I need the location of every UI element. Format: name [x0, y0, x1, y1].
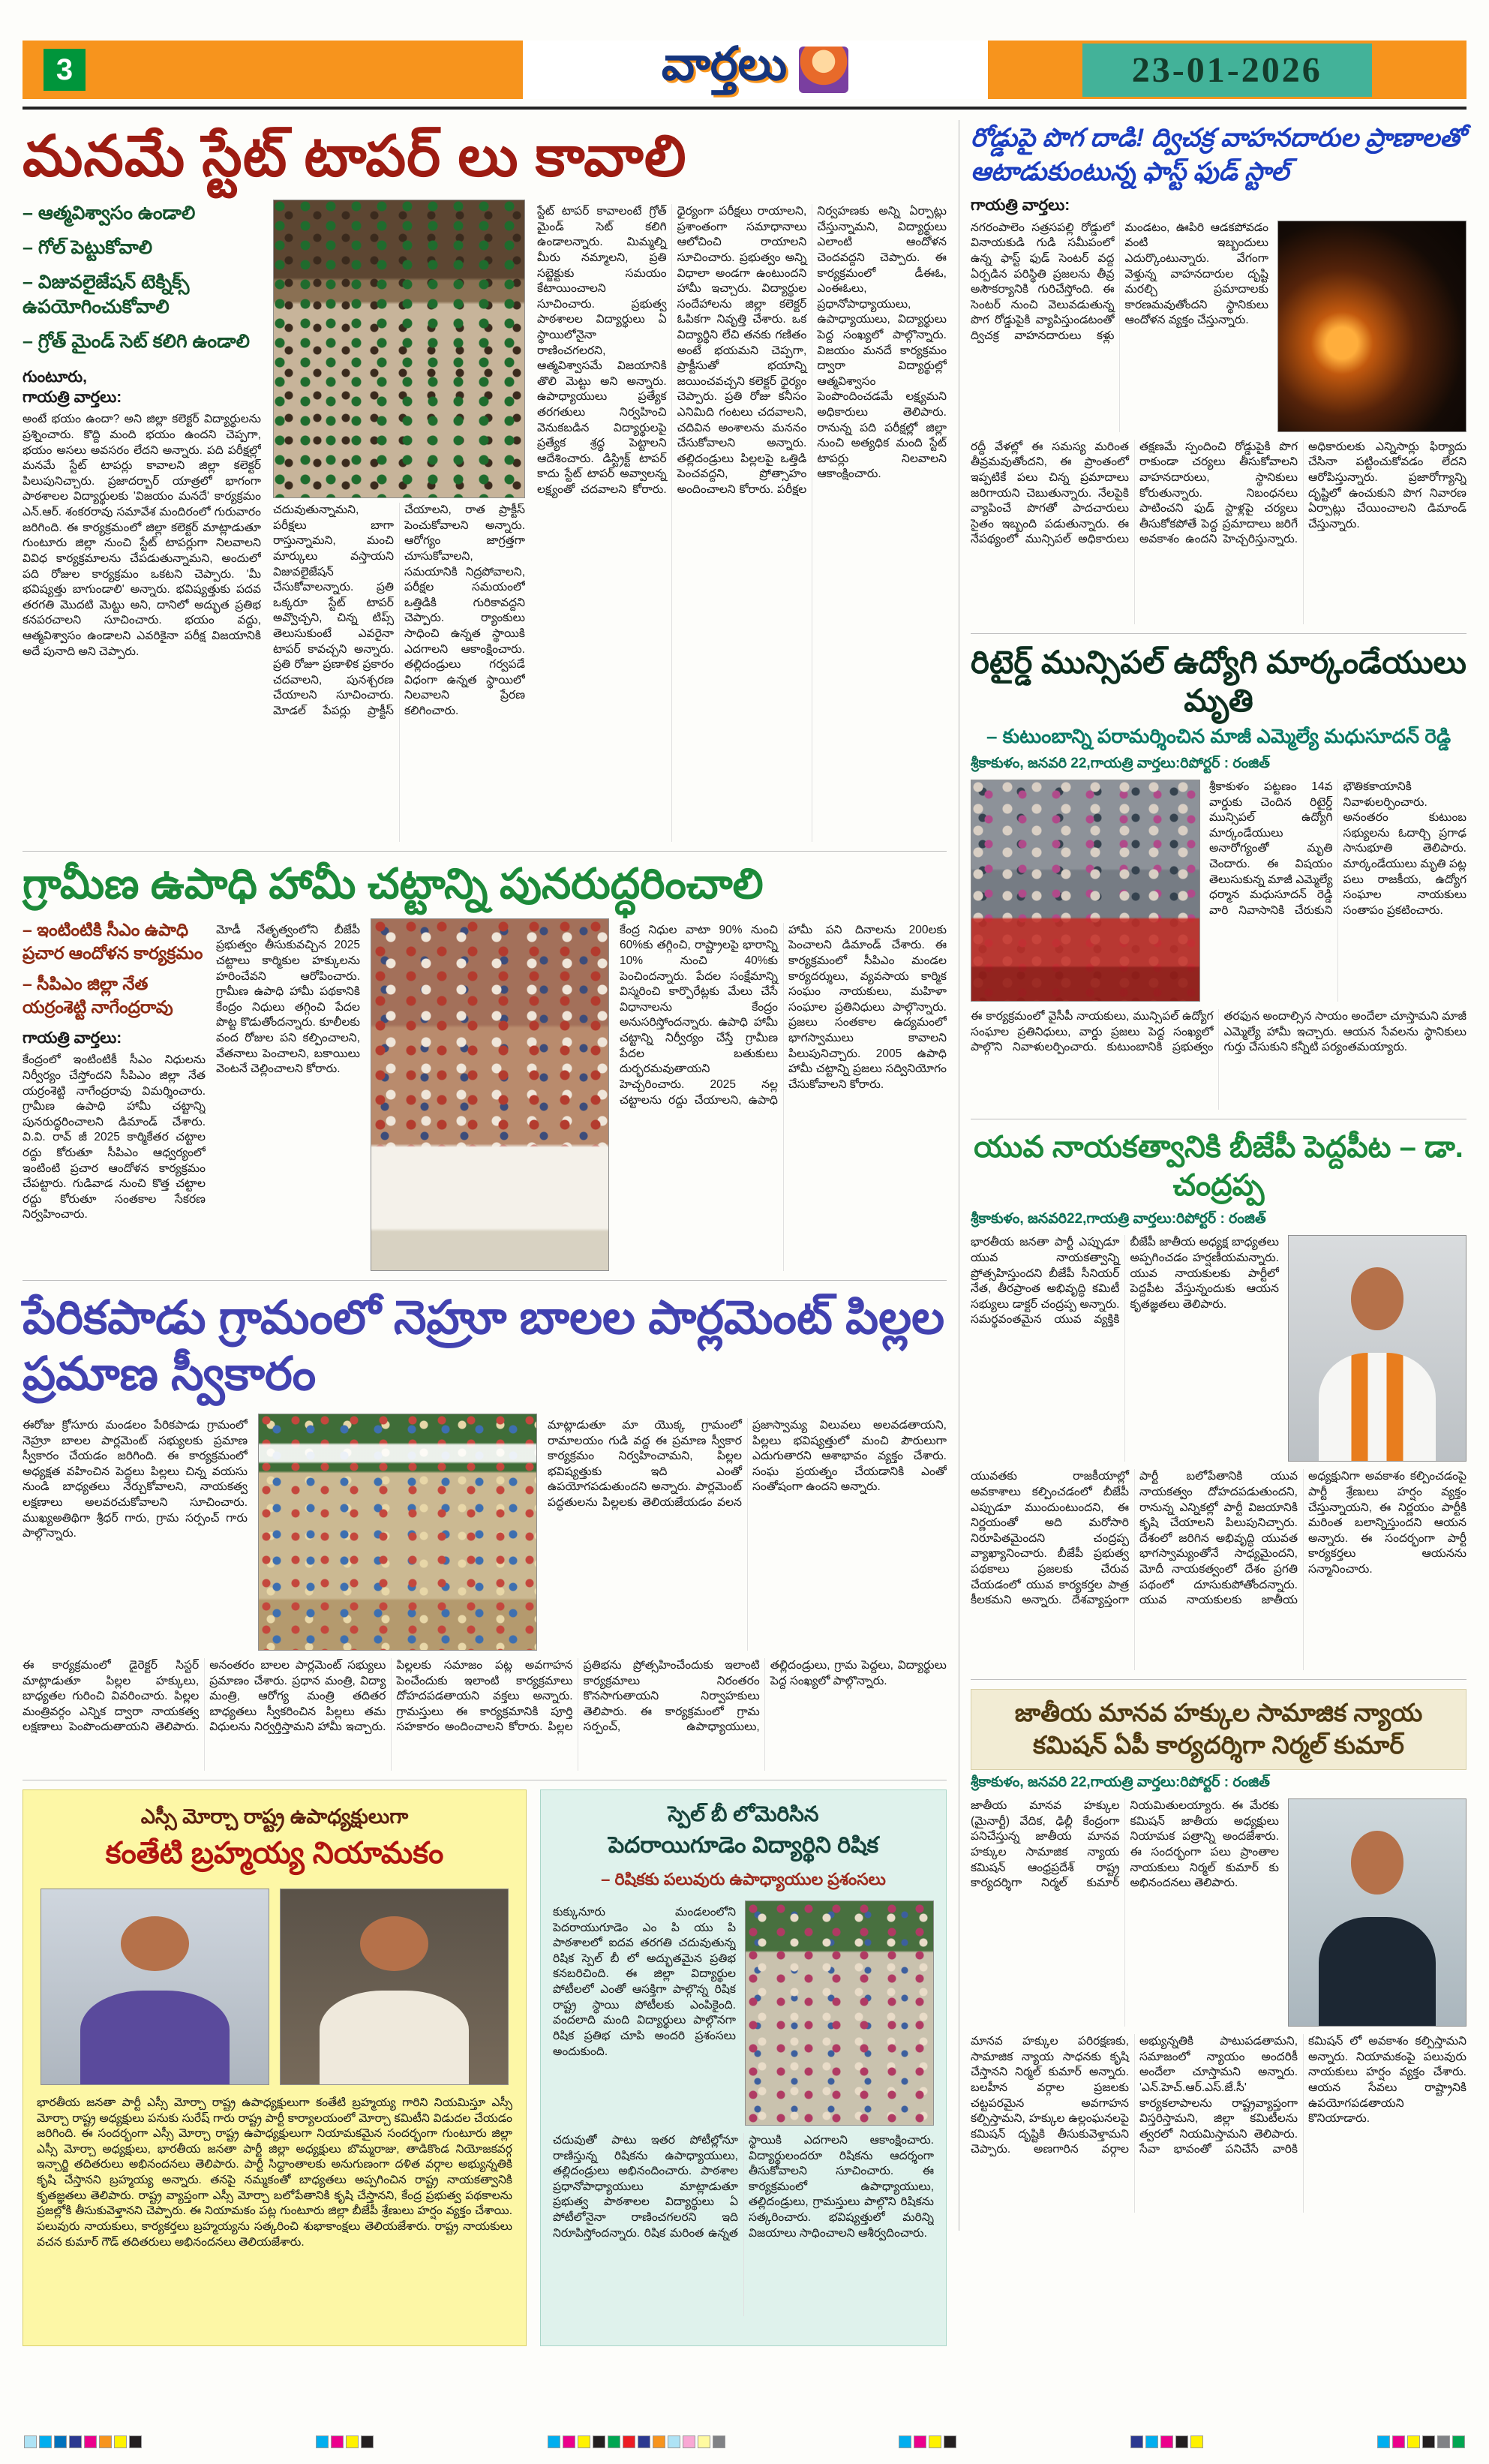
upadhi-left-column [23, 918, 206, 1271]
chandrappa-portrait-photo [1288, 1235, 1466, 1462]
funeral-gathering-photo [971, 780, 1200, 1002]
retired-body-bottom: ఈ కార్యక్రమంలో వైసీపీ నాయకులు, మున్సిపల్ ఉద్యోగ సంఘాల ప్రతినిధులు, వార్డు ప్రజలు పెద్ద సంఖ్యలో పాల్గొని నివాళులర్పించారు. కుటుంబానికి ప్రభుత్వం తరఫున అందాల్సిన సాయం అందేలా చూస్తామని మాజీ ఎమ్మెల్యే హామీ ఇచ్చారు. ఆయన సేవలను స్థానికులు గుర్తు చేసుకుని కన్నీటి పర్యంతమయ్యారు. [971, 1010, 1466, 1054]
color-swatch [54, 2435, 67, 2448]
header-right-strip [988, 41, 1467, 99]
hrc-headline: జాతీయ మానవ హక్కుల సామాజిక న్యాయ కమిషన్ ఏపీ కార్యదర్శిగా నిర్మల్ కుమార్ [1014, 1699, 1423, 1759]
bullet-item: – గోల్ పెట్టుకోవాలి [23, 236, 153, 258]
page-header [23, 38, 1466, 99]
bjp-youth-body-layout [971, 1235, 1466, 1462]
color-swatch [944, 2435, 956, 2448]
spell-bee-body-top: కుక్కునూరు మండలంలోని పెదరాయుగూడెం ఎం పి యు పి పాఠశాలలో ఐదవ తరగతి చదువుతున్న రిషిక స్పెల్ బీ లో అద్భుతమైన ప్రతిభ కనబరిచింది. ఈ జిల్లా విద్యార్థుల పోటీలలో ఎంతో ఆసక్తిగా పాల్గొన్న రిషిక రాష్ట్ర స్థాయి పోటీలకు ఎంపికైంది. వందలాది మంది విద్యార్థులు పాల్గొనగా రిషిక ప్రతిభ చూపి అందరి ప్రశంసలు అందుకుంది. [553, 1906, 736, 2058]
color-swatch [929, 2435, 941, 2448]
topper-byline-agency: గాయత్రి వార్తలు: [23, 389, 122, 407]
article-bjp-youth [971, 1128, 1466, 1680]
bjp-youth-body-top: భారతీయ జనతా పార్టీ ఎప్పుడూ యువ నాయకత్వాన్ని ప్రోత్సహిస్తుందని బీజేపీ సీనియర్ నేత, తీరప్రాంత అభివృద్ధి కమిటీ సభ్యులు డాక్టర్ చంద్రప్ప అన్నారు. సమర్థవంతమైన యువ వ్యక్తికి బీజేపీ జాతీయ అధ్యక్ష బాధ్యతలు అప్పగించడం హర్షణీయమన్నారు. యువ నాయకులకు పార్టీలో పెద్దపీట వేస్తున్నందుకు ఆయన కృతజ్ఞతలు తెలిపారు. [971, 1236, 1279, 1327]
topper-headline: మనమే స్టేట్ టాపర్ లు కావాలి [23, 125, 687, 188]
page-content [23, 120, 1466, 2346]
topper-right-column [537, 200, 947, 842]
spell-bee-subhead: – రిషికకు పలువురు ఉపాధ్యాయుల ప్రశంసలు [601, 1870, 886, 1889]
color-swatch [331, 2435, 344, 2448]
color-swatch [84, 2435, 97, 2448]
topper-body-middle: చదువుతున్నామని, పరీక్షలు బాగా రాస్తున్నామని, మంచి మార్కులు వస్తాయని విజువలైజేషన్ చేసుకోవాలన్నారు. ప్రతి ఒక్కరూ స్టేట్ టాపర్ అవ్వొచ్చని, చిన్న టిప్స్ తెలుసుకుంటే ఎవరైనా టాపర్ కావచ్చని అన్నారు. ప్రతి రోజూ ప్రణాళిక ప్రకారం చదవాలని, పునశ్చరణ చేయాలని సూచించారు. మోడల్ పేపర్లు ప్రాక్టీస్ చేయాలని, రాత ప్రాక్టీస్ పెంచుకోవాలని అన్నారు. ఆరోగ్యం జాగ్రత్తగా చూసుకోవాలని, సమయానికి నిద్రపోవాలని, పరీక్షల సమయంలో ఒత్తిడికి గురికావద్దని చెప్పారు. ర్యాంకులు సాధించి ఉన్నత స్థాయికి ఎదగాలని ఆకాంక్షించారు. తల్లిదండ్రులు గర్వపడే విధంగా ఉన్నత స్థాయిలో నిలవాలని ప్రేరణ కలిగించారు. [273, 503, 525, 717]
topper-middle-column [273, 200, 525, 842]
color-swatch [316, 2435, 329, 2448]
color-bars [24, 2434, 1465, 2449]
color-swatch [114, 2435, 127, 2448]
masthead-logo-graphic [799, 47, 848, 93]
nehru-body-left: ఈరోజు క్రోసూరు మండలం పేరికపాడు గ్రామంలో నెహ్రూ బాలల పార్లమెంట్ సభ్యులకు ప్రమాణ స్వీకారం చేయడం జరిగింది. ఈ కార్యక్రమంలో అధ్యక్షత వహించిన పెద్దలు పిల్లలు చిన్న వయసు నుండి బాధ్యతలు నేర్చుకోవాలని, నాయకత్వ లక్షణాలు అలవరచుకోవాలని సూచించారు. ముఖ్యఅతిథిగా శ్రీధర్ గారు, గ్రామ సర్పంచ్ గారు పాల్గొన్నారు. [23, 1419, 248, 1540]
color-swatch [1190, 2435, 1203, 2448]
color-swatch [1377, 2435, 1390, 2448]
nehru-body-right: మాట్లాడుతూ మా యొక్క గ్రామంలో రామాలయం గుడి వద్ద ఈ ప్రమాణ స్వీకార కార్యక్రమం నిర్వహించామని, పిల్లల భవిష్యత్తుకు ఇది ఎంతో ఉపయోగపడుతుందని అన్నారు. పార్లమెంట్ పద్ధతులను పిల్లలకు తెలియజేయడం వలన ప్రజాస్వామ్య విలువలు అలవడతాయని, పిల్లలు భవిష్యత్తులో మంచి పౌరులుగా ఎదుగుతారని ఆశాభావం వ్యక్తం చేశారు. సంఘ ప్రయత్నం చేయడానికి ఎంతో సంతోషంగా ఉందని అన్నారు. [548, 1419, 947, 1510]
color-swatch [361, 2435, 374, 2448]
topper-bullet-list [23, 201, 261, 355]
spell-bee-body-layout [553, 1901, 934, 2126]
spell-bee-body-bottom: చదువుతో పాటు ఇతర పోటీల్లోనూ రాణిస్తున్న రిషికను ఉపాధ్యాయులు, తల్లిదండ్రులు అభినందించారు. పాఠశాల ప్రధానోపాధ్యాయులు మాట్లాడుతూ ప్రభుత్వ పాఠశాలల విద్యార్థులు ఏ పోటీలోనైనా రాణించగలరని ఇది నిరూపిస్తోందన్నారు. రిషిక మరింత ఉన్నత స్థాయికి ఎదగాలని ఆకాంక్షించారు. విద్యార్థులందరూ రిషికను ఆదర్శంగా తీసుకోవాలని సూచించారు. ఈ కార్యక్రమంలో ఉపాధ్యాయులు, తల్లిదండ్రులు, గ్రామస్తులు పాల్గొని రిషికను సత్కరించారు. భవిష్యత్తులో మరిన్ని విజయాలు సాధించాలని ఆశీర్వదించారు. [553, 2134, 934, 2240]
color-swatch [1145, 2435, 1158, 2448]
issue-date: 23-01-2026 [1082, 44, 1372, 97]
color-swatch [548, 2435, 560, 2448]
upadhi-body-layout [23, 918, 947, 1271]
spell-bee-kicker: స్పెల్ బీ లోమెరిసిన [668, 1802, 819, 1826]
header-divider [23, 107, 1466, 110]
header-left-strip [23, 41, 523, 99]
smoke-headline: రోడ్డుపై పొగ దాడి! ద్విచక్ర వాహనదారుల ప్రాణాలతో ఆటాడుకుంటున్న ఫాస్ట్ ఫుడ్ స్టాల్ [971, 124, 1465, 187]
bjp-youth-headline: యువ నాయకత్వానికి బీజేపీ పెద్దపీట – డా. చంద్రప్ప [974, 1131, 1463, 1203]
sc-morcha-photos [37, 1889, 512, 2085]
color-swatch [608, 2435, 620, 2448]
color-swatch [1160, 2435, 1173, 2448]
smoke-body-layout [971, 221, 1466, 432]
color-swatch [914, 2435, 926, 2448]
color-swatch [683, 2435, 695, 2448]
suresh-portrait-photo [280, 1889, 509, 2085]
topper-byline-city: గుంటూరు, [23, 368, 87, 386]
hrc-dateline: శ్రీకాకుళం, జనవరి 22,గాయత్రి వార్తలు:రిపోర్టర్ : రంజిత్ [971, 1774, 1270, 1791]
color-swatch [578, 2435, 590, 2448]
masthead-title: వార్తలు [661, 38, 788, 90]
children-parliament-photo [258, 1414, 537, 1651]
article-smoke-fastfood [971, 122, 1466, 634]
upadhi-byline: గాయత్రి వార్తలు: [23, 1029, 122, 1047]
article-spell-bee [540, 1789, 947, 2346]
color-bar-group [548, 2435, 725, 2448]
color-swatch [99, 2435, 112, 2448]
nehru-body-layout [23, 1414, 947, 1651]
color-swatch [563, 2435, 575, 2448]
color-swatch [69, 2435, 82, 2448]
color-swatch [1452, 2435, 1465, 2448]
nehru-left-column [23, 1414, 248, 1651]
color-swatch [39, 2435, 52, 2448]
topper-left-column [23, 200, 261, 842]
fastfood-stall-photo [1277, 221, 1466, 432]
smoke-byline: గాయత్రి వార్తలు: [971, 197, 1070, 215]
nehru-headline: పేరికపాడు గ్రామంలో నెహ్రూ బాలల పార్లమెంట్ పిల్లల ప్రమాణ స్వీకారం [23, 1291, 945, 1401]
color-swatch [1422, 2435, 1435, 2448]
main-column [23, 120, 947, 2346]
color-swatch [593, 2435, 605, 2448]
article-sc-morcha [23, 1789, 527, 2346]
sc-morcha-body: భారతీయ జనతా పార్టీ ఎస్సీ మోర్చా రాష్ట్ర ఉపాధ్యక్షులుగా కంతేటి బ్రహ్మయ్య గారిని నియమిస్తూ ఎస్సీ మోర్చా రాష్ట్ర అధ్యక్షులు పనుకు సురేష్ గారు రాష్ట్ర పార్టీ కార్యాలయంలో మోర్చా కమిటీని విడుదల చేయడం జరిగింది. ఈ సందర్భంగా ఎస్సీ మోర్చా రాష్ట్ర ఉపాధ్యక్షులుగా నియామకమైన సందర్భంగా గుంటూరు జిల్లా ఎస్సీ మోర్చా అధ్యక్షులు, భారతీయ జనతా పార్టీ జిల్లా అధ్యక్షులు బొమ్మరాజు, తాడికొండ నియోజకవర్గ ఇన్చార్జి తదితరులు అభినందనలు తెలిపారు. పార్టీ సిద్ధాంతాలకు అనుగుణంగా దళిత వర్గాల అభ్యున్నతికి కృషి చేస్తానని బ్రహ్మయ్య అన్నారు. తనపై నమ్మకంతో బాధ్యతలు అప్పగించిన రాష్ట్ర నాయకత్వానికి కృతజ్ఞతలు తెలిపారు. రాష్ట్ర వ్యాప్తంగా ఎస్సీ మోర్చా బలోపేతానికి కృషి చేస్తానని, కేంద్ర ప్రభుత్వ పథకాలను ప్రజల్లోకి తీసుకువెళ్తానని చెప్పారు. ఈ నియామకం పట్ల గుంటూరు జిల్లా బీజేపీ శ్రేణులు హర్షం వ్యక్తం చేశాయి. పలువురు నాయకులు, కార్యకర్తలు బ్రహ్మయ్యను సత్కరించి శుభాకాంక్షలు తెలియజేశారు. రాష్ట్ర నాయకులు వచన కుమార్ గౌడ్ తదితరులు అభినందనలు తెలియజేశారు. [37, 2096, 512, 2249]
article-hrc-secretary [971, 1689, 1466, 2222]
hrc-body-layout [971, 1798, 1466, 2027]
color-bar-group [24, 2435, 142, 2448]
hrc-body-bottom: మానవ హక్కుల పరిరక్షణకు, సామాజిక న్యాయ సాధనకు కృషి చేస్తానని నిర్మల్ కుమార్ అన్నారు. బలహీన వర్గాల ప్రజలకు చట్టపరమైన అవగాహన కల్పిస్తామని, హక్కుల ఉల్లంఘనలపై కమిషన్ దృష్టికి తీసుకువెళ్తామని చెప్పారు. అణగారిన వర్గాల అభ్యున్నతికి పాటుపడతామని, సమాజంలో న్యాయం అందరికీ అందేలా చూస్తామని అన్నారు. 'ఎన్.హెచ్.ఆర్.ఎస్.జే.సీ' కార్యకలాపాలను రాష్ట్రవ్యాప్తంగా విస్తరిస్తామని, జిల్లా కమిటీలను త్వరలో నియమిస్తామని తెలిపారు. సేవా భావంతో పనిచేసే వారికి కమిషన్ లో అవకాశం కల్పిస్తామని అన్నారు. నియామకంపై పలువురు నాయకులు హర్షం వ్యక్తం చేశారు. ఆయన సేవలు రాష్ట్రానికి ఉపయోగపడతాయని కొనియాడారు. [971, 2035, 1466, 2156]
color-bar-group [1377, 2435, 1465, 2448]
cpm-protest-photo [371, 918, 609, 1271]
page-number: 3 [44, 49, 86, 91]
bullet-item: – విజువలైజేషన్ టెక్నిక్స్ ఉపయోగించుకోవాలి [23, 271, 190, 318]
bjp-youth-dateline: శ్రీకాకుళం, జనవరి22,గాయత్రి వార్తలు:రిపోర్టర్ : రంజిత్ [971, 1211, 1266, 1227]
nehru-right-column [548, 1414, 947, 1651]
color-swatch [653, 2435, 665, 2448]
color-swatch [1392, 2435, 1405, 2448]
article-nehru-parliament [23, 1290, 947, 1780]
color-swatch [129, 2435, 142, 2448]
color-swatch [713, 2435, 725, 2448]
retired-subhead: – కుటుంబాన్ని పరామర్శించిన మాజీ ఎమ్మెల్యే మధుసూదన్ రెడ్డి [986, 725, 1451, 748]
color-bar-group [316, 2435, 374, 2448]
smoke-body-top: నగరంపాలెం సత్రసపల్లి రోడ్డులో వినాయకుడి గుడి సమీపంలో ఉన్న ఫాస్ట్ ఫుడ్ సెంటర్ వద్ద ఏర్పడిన పరిస్థితి ప్రజలను తీవ్ర అసౌకర్యానికి గురిచేస్తోంది. ఈ సెంటర్ నుంచి వెలువడుతున్న పొగ రోడ్డుపైకి వ్యాపిస్తుండటంతో ద్విచక్ర వాహనదారులు కళ్లు మండటం, ఊపిరి ఆడకపోవడం వంటి ఇబ్బందులు ఎదుర్కొంటున్నారు. వేగంగా వెళ్తున్న వాహనదారుల దృష్టి మరల్చి ప్రమాదాలకు కారణమవుతోందని స్థానికులు ఆందోళన వ్యక్తం చేస్తున్నారు. [971, 221, 1268, 342]
upadhi-right-column [620, 918, 947, 1271]
color-swatch [623, 2435, 635, 2448]
bjp-youth-body-bottom: యువతకు రాజకీయాల్లో అవకాశాలు కల్పించడంలో బీజేపీ ఎప్పుడూ ముందుంటుందని, ఈ నిర్ణయంతో అది మరోసారి నిరూపితమైందని చంద్రప్ప వ్యాఖ్యానించారు. బీజేపీ ప్రభుత్వ పథకాలు ప్రజలకు చేరువ చేయడంలో యువ కార్యకర్తల పాత్ర కీలకమని అన్నారు. దేశవ్యాప్తంగా పార్టీ బలోపేతానికి యువ నాయకత్వం దోహదపడుతుందని, రానున్న ఎన్నికల్లో పార్టీ విజయానికి కృషి చేయాలని పిలుపునిచ్చారు. దేశంలో జరిగిన అభివృద్ధి యువత భాగస్వామ్యంతోనే సాధ్యమైందని, మోదీ నాయకత్వంలో దేశం ప్రగతి పథంలో దూసుకుపోతోందన్నారు. యువ నాయకులకు జాతీయ అధ్యక్షునిగా అవకాశం కల్పించడంపై పార్టీ శ్రేణులు హర్షం వ్యక్తం చేస్తున్నాయని, ఈ నిర్ణయం పార్టీకి మరింత బలాన్నిస్తుందని ఆయన అన్నారు. ఈ సందర్భంగా పార్టీ కార్యకర్తలు ఆయనను సన్మానించారు. [971, 1470, 1466, 1607]
retired-dateline: శ్రీకాకుళం, జనవరి 22,గాయత్రి వార్తలు:రిపోర్టర్ : రంజిత్ [971, 756, 1270, 771]
color-swatch [668, 2435, 680, 2448]
topper-body-left: అంటే భయం ఉందా? అని జిల్లా కలెక్టర్ విద్యార్థులను ప్రశ్నించారు. కొద్ది మంది భయం ఉందని చెప్పగా, భయం అసలు అవసరం లేదని అన్నారు. పది పరీక్షల్లో మనమే స్టేట్ టాపర్లు కావాలని జిల్లా కలెక్టర్ పిలుపునిచ్చారు. ప్రజాదర్బార్ యాత్రలో భాగంగా పాఠశాలల విద్యార్థులకు 'విజయం మనదే' కార్యక్రమం ఎన్.ఆర్. శంకరరావు సమావేశ మందిరంలో గురువారం జరిగింది. ఈ కార్యక్రమంలో జిల్లా కలెక్టర్ మాట్లాడుతూ గుంటూరు జిల్లా నుంచి స్టేట్ టాపర్లుగా నిలవాలని వివిధ కార్యక్రమాలను చేపడుతున్నామని, అందులో పది రోజుల కార్యక్రమం ఒకటని చెప్పారు. 'మీ భవిష్యత్తు బాగుండాలి' అన్నారు. భవిష్యత్తుకు పదవ తరగతి మొదటి మెట్టు అని, దానిలో అద్భుత ప్రతిభ కనపరచాలని సూచించారు. భయం వద్దు, ఆత్మవిశ్వాసం ఉండాలని ఎవరికైనా పరీక్ష విజయానికి అదే పునాది అని చెప్పారు. [23, 413, 261, 658]
hrc-headline-box [971, 1689, 1466, 1770]
spell-bee-headline: పెదరాయిగూడెం విద్యార్థిని రిషిక [608, 1833, 879, 1859]
upadhi-second-column [216, 918, 360, 1271]
article-retired-employee [971, 643, 1466, 1119]
color-swatch [638, 2435, 650, 2448]
retired-body-layout [971, 780, 1466, 1002]
upadhi-body-a: కేంద్రంలో ఇంటింటికీ సీఎం నిధులను నిర్వీర్యం చేస్తోందని సీపిఎం జిల్లా నేత యర్రంశెట్టి నాగేంద్రరావు విమర్శించారు. గ్రామీణ ఉపాధి హామీ చట్టాన్ని పునరుద్ధరించాలని డిమాండ్ చేశారు. వి.వి. రావ్ జీ 2025 కార్మికేతర చట్టాల రద్దు కోరుతూ సీపిఎం ఆధ్వర్యంలో ఇంటింటి ప్రచార ఆందోళన కార్యక్రమం చేపట్టారు. గుడివాడ నుంచి కొత్త చట్టాల రద్దు కోరుతూ సంతకాల సేకరణ నిర్వహించారు. [23, 1053, 206, 1221]
color-swatch [1437, 2435, 1450, 2448]
topper-body-layout [23, 200, 947, 842]
color-swatch [1175, 2435, 1188, 2448]
sc-morcha-headline: కంతేటి బ్రహ్మయ్య నియామకం [105, 1837, 444, 1871]
retired-headline: రిటైర్డ్ మున్సిపల్ ఉద్యోగి మార్కండేయులు మృతి [971, 644, 1466, 718]
hrc-body-top: జాతీయ మానవ హక్కుల (మైనార్టీ) వేదిక, ఢిల్లీ కేంద్రంగా పనిచేస్తున్న జాతీయ మానవ హక్కుల సామాజిక న్యాయ కమిషన్ ఆంధ్రప్రదేశ్ రాష్ట్ర కార్యదర్శిగా నిర్మల్ కుమార్ నియమితులయ్యారు. ఈ మేరకు కమిషన్ జాతీయ అధ్యక్షులు నియామక పత్రాన్ని అందజేశారు. ఈ సందర్భంగా పలు ప్రాంతాల నాయకులు నిర్మల్ కుమార్ కు అభినందనలు తెలిపారు. [971, 1799, 1279, 1890]
article-upadhi-hami [23, 861, 947, 1281]
color-bar-group [1130, 2435, 1203, 2448]
nirmal-kumar-portrait-photo [1288, 1798, 1466, 2027]
classroom-audience-photo [273, 200, 525, 498]
color-swatch [1407, 2435, 1420, 2448]
masthead [523, 38, 988, 99]
color-swatch [24, 2435, 37, 2448]
nehru-body-bottom: ఈ కార్యక్రమంలో డైరెక్టర్ సిస్టర్ మాట్లాడుతూ పిల్లల హక్కులు, బాధ్యతల గురించి వివరించారు. పిల్లల మంత్రివర్గం ఎన్నిక ద్వారా నాయకత్వ లక్షణాలు పెంపొందుతాయని తెలిపారు. అనంతరం బాలల పార్లమెంట్ సభ్యులు ప్రమాణం చేశారు. ప్రధాన మంత్రి, విద్యా మంత్రి, ఆరోగ్య మంత్రి తదితర బాధ్యతలు స్వీకరించిన పిల్లలు తమ విధులను నిర్వర్తిస్తామని హామీ ఇచ్చారు. పిల్లలకు సమాజం పట్ల అవగాహన పెంచేందుకు ఇలాంటి కార్యక్రమాలు దోహదపడతాయని వక్తలు అన్నారు. గ్రామస్తులు ఈ కార్యక్రమానికి పూర్తి సహకారం అందించాలని కోరారు. పిల్లల ప్రతిభను ప్రోత్సహించేందుకు ఇలాంటి కార్యక్రమాలు నిరంతరం కొనసాగుతాయని నిర్వాహకులు తెలిపారు. ఈ కార్యక్రమంలో గ్రామ సర్పంచ్, ఉపాధ్యాయులు, తల్లిదండ్రులు, గ్రామ పెద్దలు, విద్యార్థులు పెద్ద సంఖ్యలో పాల్గొన్నారు. [23, 1659, 947, 1734]
article-state-topper [23, 126, 947, 852]
bullet-item: – గ్రోత్ మైండ్ సెట్ కలిగి ఉండాలి [23, 331, 250, 353]
side-column [959, 120, 1466, 2231]
rishika-felicitation-photo [745, 1901, 934, 2126]
brahmayya-portrait-photo [41, 1889, 269, 2085]
upadhi-body-b: మోడీ నేతృత్వంలోని బీజేపీ ప్రభుత్వం తీసుకువచ్చిన 2025 చట్టాలు కార్మికుల హక్కులను హరించేవని ఆరోపించారు. గ్రామీణ ఉపాధి హామీ పథకానికి కేంద్రం నిధులు తగ్గించి పేదల పొట్ట కొడుతోందన్నారు. కూలీలకు వంద రోజుల పని కల్పించాలని, వేతనాలు పెంచాలని, బకాయిలు వెంటనే చెల్లించాలని కోరారు. [216, 923, 360, 1076]
sc-morcha-kicker: ఎస్సీ మోర్చా రాష్ట్ర ఉపాధ్యక్షులుగా [140, 1805, 409, 1828]
upadhi-bullet-list [23, 918, 206, 1019]
topper-body-right: స్టేట్ టాపర్ కావాలంటే గ్రోత్ మైండ్ సెట్ కలిగి ఉండాలన్నారు. మిమ్మల్ని మీరు నమ్మాలని, ప్రతి సబ్జెక్టుకు సమయం కేటాయించాలని సూచించారు. ప్రభుత్వ పాఠశాలల విద్యార్థులు ఏ స్థాయిలోనైనా రాణించగలరని, ఆత్మవిశ్వాసమే విజయానికి తొలి మెట్టు అని అన్నారు. ఉపాధ్యాయులు ప్రత్యేక తరగతులు నిర్వహించి వెనుకబడిన విద్యార్థులపై ప్రత్యేక శ్రద్ధ పెట్టాలని ఆదేశించారు. డిస్ట్రిక్ట్ టాపర్ కాదు స్టేట్ టాపర్ అవ్వాలన్న లక్ష్యంతో చదవాలని కోరారు. ధైర్యంగా పరీక్షలు రాయాలని, ప్రశాంతంగా సమాధానాలు ఆలోచించి రాయాలని సూచించారు. ప్రభుత్వం అన్ని విధాలా అండగా ఉంటుందని హామీ ఇచ్చారు. విద్యార్థుల సందేహాలను జిల్లా కలెక్టర్ ఓపికగా నివృత్తి చేశారు. ఒక విద్యార్థిని లేచి తనకు గణితం అంటే భయమని చెప్పగా, ప్రాక్టీసుతో భయాన్ని జయించవచ్చని కలెక్టర్ ధైర్యం చెప్పారు. ప్రతి రోజు కనీసం ఎనిమిది గంటలు చదవాలని, చదివిన అంశాలను మననం చేసుకోవాలని అన్నారు. తల్లిదండ్రులు పిల్లలపై ఒత్తిడి పెంచవద్దని, ప్రోత్సాహం అందించాలని కోరారు. పరీక్షల నిర్వహణకు అన్ని ఏర్పాట్లు చేస్తున్నామని, విద్యార్థులు ఎలాంటి ఆందోళన చెందవద్దని చెప్పారు. ఈ కార్యక్రమంలో డీఈఓ, ఎంఈఓలు, ప్రధానోపాధ్యాయులు, ఉపాధ్యాయులు, విద్యార్థులు పెద్ద సంఖ్యలో పాల్గొన్నారు. విజయం మనదే కార్యక్రమం ద్వారా విద్యార్థుల్లో ఆత్మవిశ్వాసం పెంపొందించడమే లక్ష్యమని అధికారులు తెలిపారు. రానున్న పది పరీక్షల్లో జిల్లా నుంచి అత్యధిక మంది స్టేట్ టాపర్లు నిలవాలని ఆకాంక్షించారు. [537, 205, 947, 497]
bottom-box-row [23, 1789, 947, 2346]
bullet-item: – ఇంటింటికి సీఎం ఉపాధి ప్రచార ఆందోళన కార్యక్రమం [23, 919, 203, 963]
retired-body-top: శ్రీకాకుళం పట్టణం 14వ వార్డుకు చెందిన రిటైర్డ్ మున్సిపల్ ఉద్యోగి మార్కండేయులు అనారోగ్యంతో మృతి చెందారు. ఈ విషయం తెలుసుకున్న మాజీ ఎమ్మెల్యే ధర్మాన మధుసూదన్ రెడ్డి వారి నివాసానికి చేరుకుని భౌతికకాయానికి నివాళులర్పించారు. అనంతరం కుటుంబ సభ్యులను ఓదార్చి ప్రగాఢ సానుభూతి తెలిపారు. మార్కండేయులు మృతి పట్ల పలు రాజకీయ, ఉద్యోగ సంఘాల నాయకులు సంతాపం ప్రకటించారు. [1209, 780, 1466, 917]
upadhi-body-c: కేంద్ర నిధుల వాటా 90% నుంచి 60%కు తగ్గించి, రాష్ట్రాలపై భారాన్ని 10% నుంచి 40%కు పెంచిందన్నారు. పేదల సంక్షేమాన్ని విస్మరించి కార్పొరేట్లకు మేలు చేసే విధానాలను కేంద్రం అనుసరిస్తోందన్నారు. ఉపాధి హామీ చట్టాన్ని నిర్వీర్యం చేస్తే గ్రామీణ పేదల బతుకులు దుర్భరమవుతాయని హెచ్చరించారు. 2025 నల్ల చట్టాలను రద్దు చేయాలని, ఉపాధి హామీ పని దినాలను 200లకు పెంచాలని డిమాండ్ చేశారు. ఈ కార్యక్రమంలో సీపిఎం మండల కార్యదర్శులు, వ్యవసాయ కార్మిక సంఘం నాయకులు, మహిళా సంఘాల ప్రతినిధులు పాల్గొన్నారు. ప్రజలు సంతకాల ఉద్యమంలో భాగస్వాములు కావాలని పిలుపునిచ్చారు. 2005 ఉపాధి హామీ చట్టాన్ని ప్రజలు సద్వినియోగం చేసుకోవాలని కోరారు. [620, 923, 947, 1107]
color-bar-group [899, 2435, 956, 2448]
color-swatch [346, 2435, 359, 2448]
color-swatch [899, 2435, 911, 2448]
smoke-body-bottom: రద్దీ వేళల్లో ఈ సమస్య మరింత తీవ్రమవుతోందని, ఈ ప్రాంతంలో ఇప్పటికే పలు చిన్న ప్రమాదాలు జరిగాయని చెబుతున్నారు. నేలపైకి వ్యాపించే పొగతో పాదచారులు సైతం ఇబ్బంది పడుతున్నారు. ఈ నేపథ్యంలో మున్సిపల్ అధికారులు తక్షణమే స్పందించి రోడ్డుపైకి పొగ రాకుండా చర్యలు తీసుకోవాలని వాహనదారులు, స్థానికులు కోరుతున్నారు. నిబంధనలు పాటించని ఫుడ్ స్టాళ్లపై చర్యలు తీసుకోకపోతే పెద్ద ప్రమాదాలు జరిగే అవకాశం ఉందని హెచ్చరిస్తున్నారు. అధికారులకు ఎన్నిసార్లు ఫిర్యాదు చేసినా పట్టించుకోవడం లేదని ఆరోపిస్తున్నారు. ప్రజారోగ్యాన్ని దృష్టిలో ఉంచుకుని పొగ నివారణ ఏర్పాట్లు చేయించాలని డిమాండ్ చేస్తున్నారు. [971, 440, 1466, 546]
color-swatch [698, 2435, 710, 2448]
bullet-item: – ఆత్మవిశ్వాసం ఉండాలి [23, 203, 196, 224]
color-swatch [1130, 2435, 1143, 2448]
upadhi-headline: గ్రామీణ ఉపాధి హామీ చట్టాన్ని పునరుద్ధరించాలి [23, 860, 764, 908]
bullet-item: – సీపిఎం జిల్లా నేత యర్రంశెట్టి నాగేంద్రరావు [23, 973, 173, 1017]
